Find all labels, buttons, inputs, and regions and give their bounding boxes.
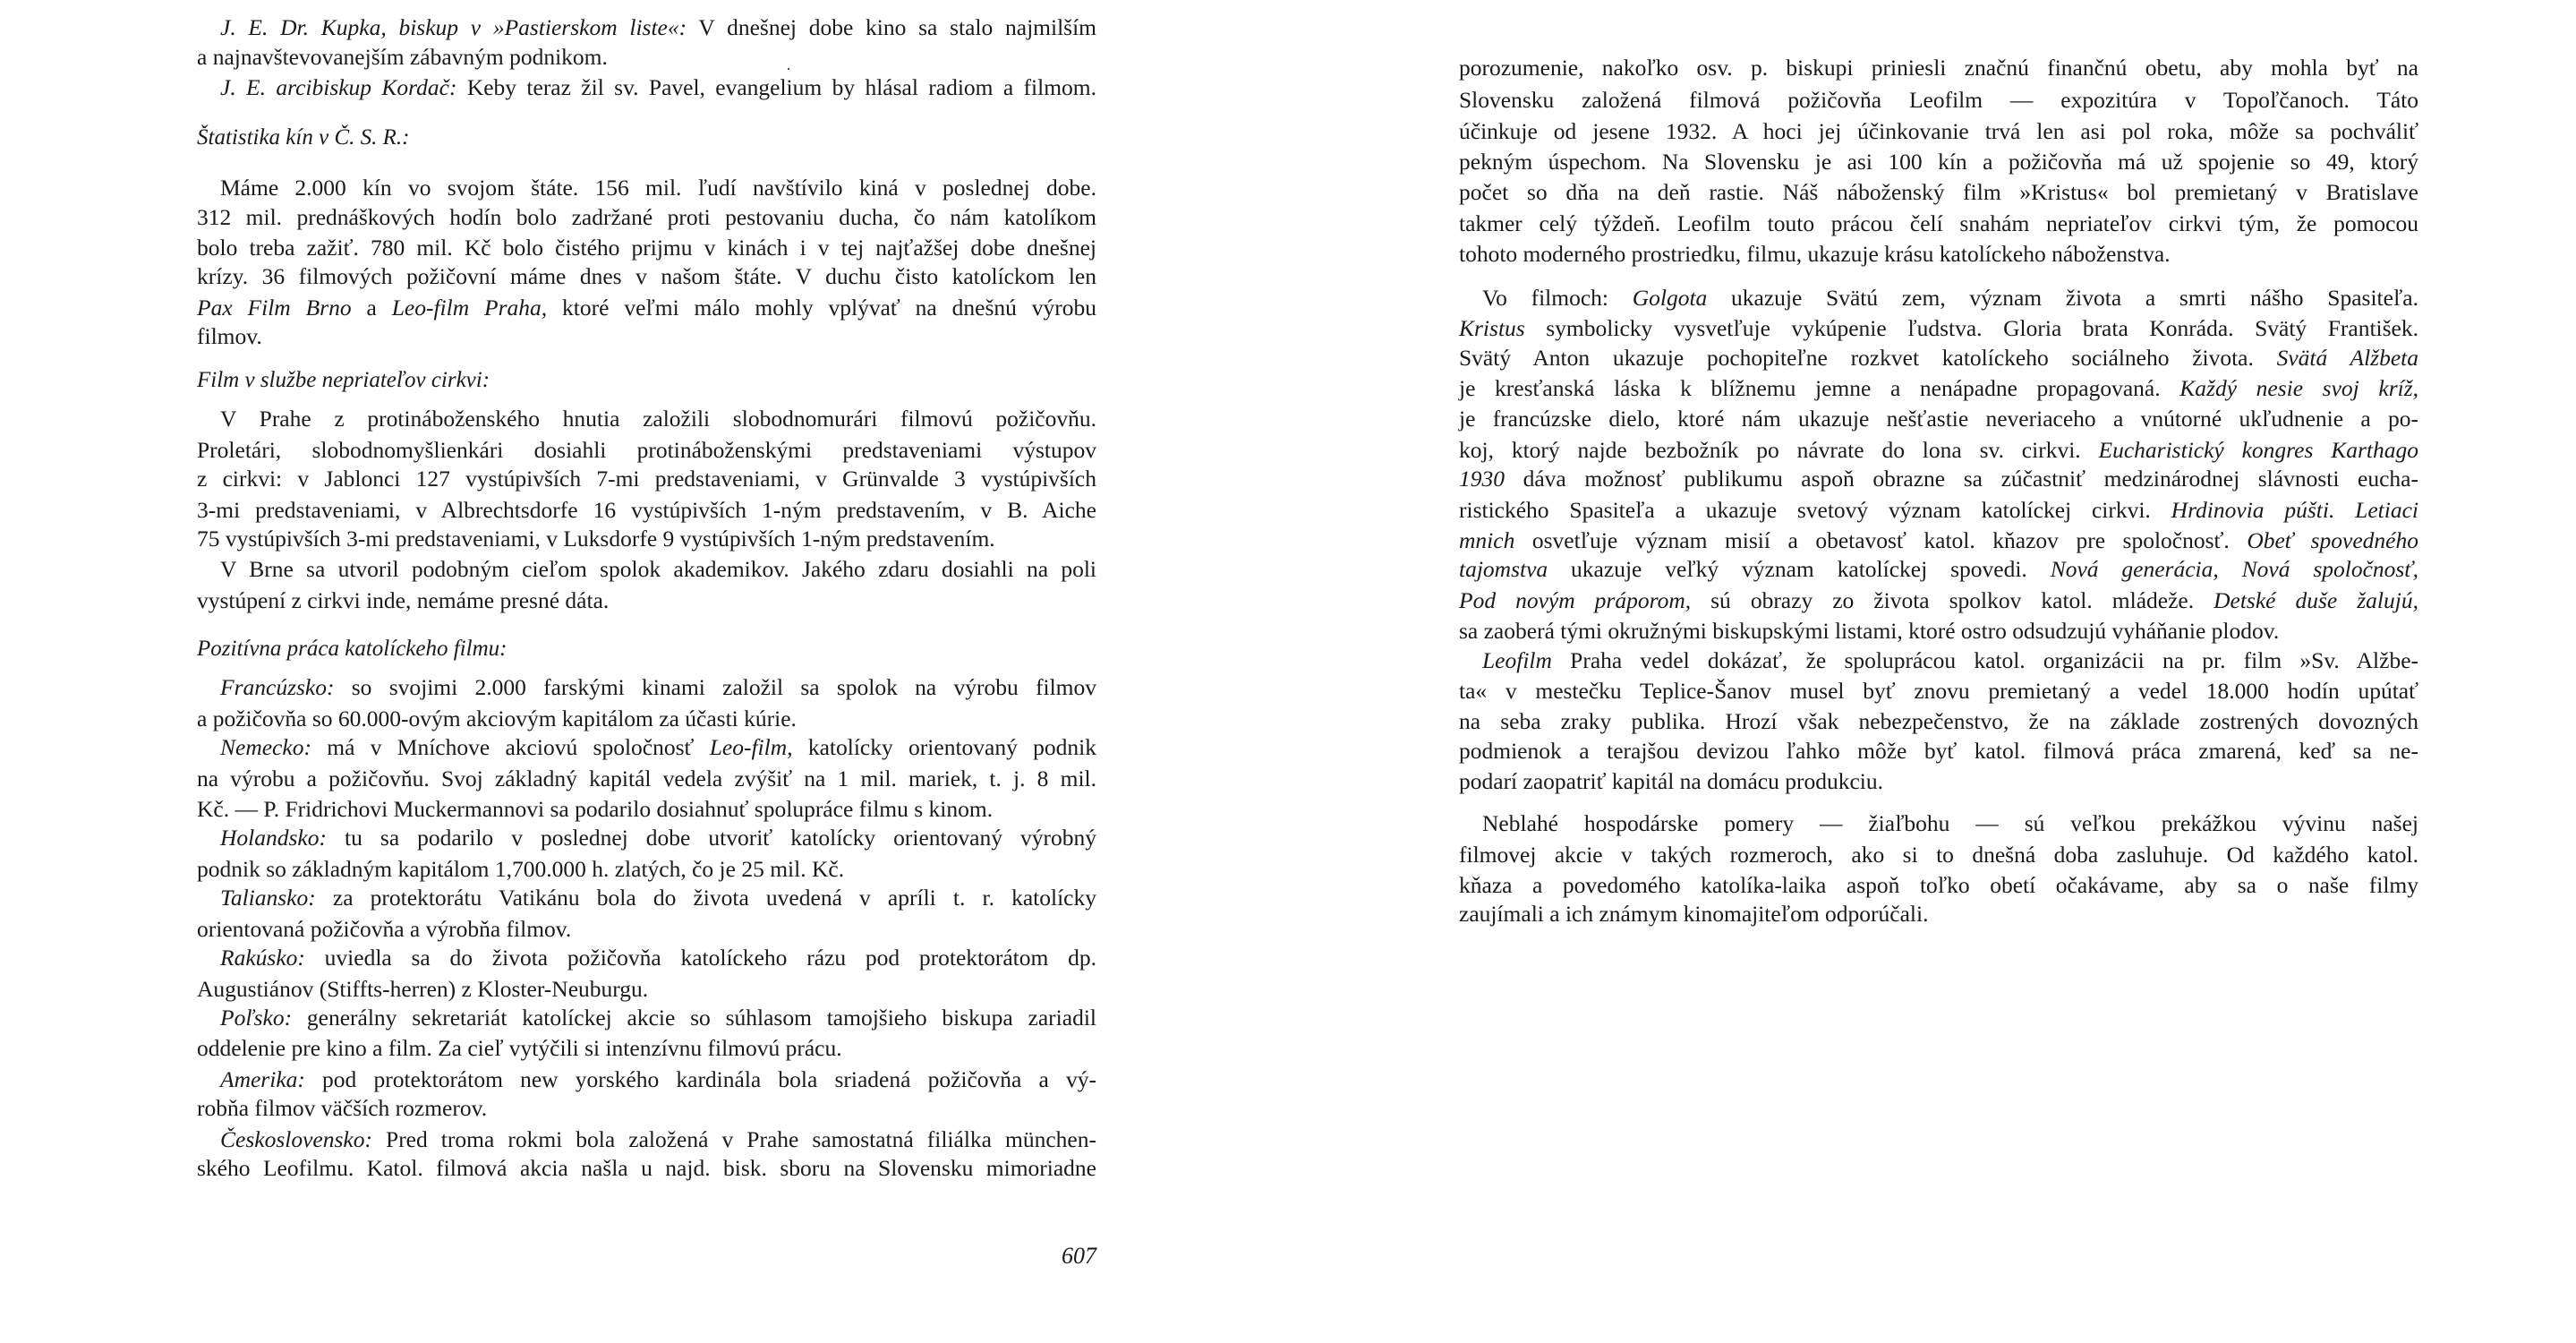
body-text: takmer celý týždeň. Leofilm touto prácou čelí snahám nepriateľov cirkvi tým, že pomocou — [1459, 210, 2418, 236]
text-line — [197, 495, 1096, 526]
text-line — [197, 854, 1096, 885]
italic-text: Amerika: — [220, 1066, 305, 1092]
section-heading — [197, 365, 1096, 396]
body-text: kňaza a povedomého katolíka-laika aspoň toľko obetí očakávame, aby sa o naše filmy — [1459, 872, 2418, 898]
body-text: Máme 2.000 kín vo svojom štáte. 156 mil. ľudí navštívilo kiná v poslednej dobe. — [220, 175, 1096, 201]
body-text: ta« v mestečku Teplice-Šanov musel byť znovu premietaný a vedel 18.000 hodín upútať — [1459, 678, 2418, 704]
body-text: podarí zaopatriť kapitál na domácu produkciu. — [1459, 768, 1883, 794]
text-line — [1459, 147, 2418, 177]
body-text: Neblahé hospodárske pomery — žiaľbohu — sú veľkou prekážkou vývinu našej — [1482, 810, 2418, 836]
text-line — [1459, 870, 2418, 901]
text-line — [197, 173, 1096, 203]
text-line — [197, 1065, 1096, 1095]
text-line — [197, 1153, 1096, 1184]
body-text: je francúzske dielo, ktoré nám ukazuje nešťastie neveriaceho a vnútorné ukľudnenie a po- — [1459, 406, 2418, 432]
body-text: generálny sekretariát katolíckej akcie so súhlasom tamojšieho biskupa zariadil — [292, 1005, 1096, 1031]
italic-text: Hrdinovia púšti. Letiaci — [2171, 497, 2419, 523]
text-line — [197, 586, 1096, 616]
text-line — [1459, 313, 2418, 344]
body-text: Slovensku založená filmová požičovňa Leofilm — expozitúra v Topoľčanoch. Táto — [1459, 87, 2418, 113]
text-line — [1459, 53, 2418, 83]
text-line — [1459, 766, 2418, 797]
body-text: a — [351, 295, 392, 321]
text-line — [197, 202, 1096, 233]
body-text: pekným úspechom. Na Slovensku je asi 100 kín a požičovňa má už spojenie so 49, ktorý — [1459, 149, 2418, 175]
text-line — [197, 794, 1096, 825]
section-heading — [197, 634, 1096, 664]
body-text: pod protektorátom new yorského kardinála bola sriadená požičovňa a vý- — [304, 1066, 1096, 1092]
body-text: zaujímali a ich známym kinomajiteľom odporúčali. — [1459, 901, 1929, 927]
body-text: uviedla sa do života požičovňa katolíckeho rázu pod protektorátom dp. — [304, 945, 1096, 971]
text-line — [1459, 526, 2418, 556]
text-line — [197, 1033, 1096, 1064]
italic-text: Pod novým práporom, — [1459, 587, 1692, 613]
text-line — [1459, 239, 2418, 269]
body-text: ukazuje veľký význam katolíckej spovedi. — [1548, 556, 2051, 582]
text-line — [1459, 554, 2418, 585]
body-text: 3-mi predstaveniami, v Albrechtsdorfe 16 vystúpivších 1-ným predstavením, v B. Aiche — [197, 497, 1096, 523]
text-line — [1459, 85, 2418, 115]
italic-text: Obeť spovedného — [2247, 527, 2418, 553]
italic-text: Holandsko: — [220, 825, 327, 851]
text-line — [197, 73, 1096, 103]
text-line — [1459, 373, 2418, 404]
italic-text: Golgota — [1632, 285, 1708, 311]
text-line — [1459, 177, 2418, 208]
italic-text: Taliansko: — [220, 885, 316, 911]
italic-text: Československo: — [220, 1126, 372, 1152]
text-line — [1459, 706, 2418, 737]
body-text: Vo filmoch: — [1482, 285, 1633, 311]
text-line — [1459, 464, 2418, 494]
body-text: na seba zraky publika. Hrozí však nebezpečenstvo, že na základe zostrených dovozných — [1459, 708, 2418, 734]
text-line — [197, 672, 1096, 703]
text-line — [1459, 495, 2418, 526]
body-text: koj, ktorý najde bezbožník po návrate do lona sv. cirkvi. — [1459, 437, 2099, 463]
italic-text: Nová generácia, Nová spoločnosť, — [2050, 556, 2418, 582]
body-text: krízy. 36 filmových požičovní máme dnes v našom štáte. V duchu čisto katolíckom len — [197, 263, 1096, 289]
text-line — [197, 321, 1096, 352]
text-line — [197, 764, 1096, 794]
body-text: V Brne sa utvoril podobným cieľom spolok akademikov. Jakého zdaru dosiahli na poli — [220, 556, 1096, 582]
text-line — [1459, 899, 2418, 929]
section-heading — [197, 123, 1096, 153]
italic-text: Každý nesie svoj kríž, — [2179, 375, 2418, 401]
text-line — [197, 823, 1096, 853]
body-text: osvetľuje význam misií a obetavosť katol. kňazov pre spoločnosť. — [1514, 527, 2248, 553]
body-text: sú obrazy zo života spolkov katol. mládeže. — [1691, 587, 2214, 613]
text-line — [197, 524, 1096, 554]
text-line — [197, 42, 1096, 73]
italic-text: Kristus — [1459, 315, 1525, 341]
body-text: na výrobu a požičovňu. Svoj základný kapitál vedela zvýšiť na 1 mil. mariek, t. j. 8 mil. — [197, 766, 1096, 791]
body-text: ristického Spasiteľa a ukazuje svetový význam katolíckej cirkvi. — [1459, 497, 2171, 523]
italic-text: Leo-film, — [709, 734, 793, 760]
body-text: porozumenie, nakoľko osv. p. biskupi priniesli značnú finančnú obetu, aby mohla byť na — [1459, 55, 2418, 81]
italic-text: Pozitívna práca katolíckeho filmu: — [197, 637, 508, 661]
text-line — [1459, 736, 2418, 766]
right-page — [1288, 0, 2576, 1343]
body-text: Proletári, slobodnomyšlienkári dosiahli protináboženskými predstaveniami výstupov — [197, 437, 1096, 463]
italic-text: Francúzsko: — [220, 674, 335, 700]
italic-text: Leofilm — [1482, 647, 1552, 673]
text-line — [197, 1003, 1096, 1033]
italic-text: Leo-film Praha, — [391, 295, 548, 321]
italic-text: Detské duše žalujú, — [2213, 587, 2418, 613]
italic-text: Poľsko: — [220, 1005, 293, 1031]
body-text: z cirkvi: v Jablonci 127 vystúpivších 7-mi predstaveniami, v Grünvalde 3 vystúpivších — [197, 466, 1096, 492]
body-text: má v Mníchove akciovú spoločnosť — [311, 734, 710, 760]
text-line — [197, 435, 1096, 466]
italic-text: Film v službe nepriateľov cirkvi: — [197, 368, 490, 392]
italic-text: Pax Film Brno — [197, 295, 352, 321]
text-line — [1459, 283, 2418, 313]
italic-text: Eucharistický kongres Karthago — [2098, 437, 2418, 463]
body-text: podmienok a terajšou devizou ľahko môže byť katol. filmová práca zmarená, keď sa ne- — [1459, 738, 2418, 764]
page-number: 607 — [1062, 1243, 1096, 1269]
text-line — [197, 704, 1096, 734]
body-text: katolícky orientovaný podnik — [792, 734, 1096, 760]
body-text: sa zaoberá tými okružnými biskupskými listami, ktoré ostro odsudzujú vyháňanie plodov. — [1459, 618, 2280, 644]
text-line — [197, 233, 1096, 263]
body-text: Praha vedel dokázať, že spoluprácou katol. organizácii na pr. film »Sv. Alžbe- — [1551, 647, 2418, 673]
italic-text: Svätá Alžbeta — [2276, 345, 2418, 371]
body-text: tohoto moderného prostriedku, filmu, ukazuje krásu katolíckeho náboženstva. — [1459, 241, 2171, 267]
italic-text: J. E. arcibiskup Kordač: — [220, 74, 457, 100]
text-line — [1459, 808, 2418, 839]
body-text: V dnešnej dobe kino sa stalo najmilším — [687, 14, 1096, 40]
text-line — [1459, 116, 2418, 147]
body-text: počet so dňa na deň rastie. Náš náboženský film »Kristus« bol premietaný v Bratislave — [1459, 179, 2418, 205]
body-text: symbolicky vysvetľuje vykúpenie ľudstva. Gloria brata Konráda. Svätý František. — [1524, 315, 2418, 341]
print-speck — [788, 68, 789, 70]
text-line — [1459, 646, 2418, 676]
text-line — [197, 404, 1096, 434]
body-text: 312 mil. prednáškových hodín bolo zadržané proti pestovaniu ducha, čo nám katolíkom — [197, 204, 1096, 230]
body-text: Augustiánov (Stiffts-herren) z Kloster-Neuburgu. — [197, 976, 649, 1002]
body-text: bolo treba zažiť. 780 mil. Kč bolo čistého prijmu v kinách i v tej najťažšej dobe dnešnej — [197, 235, 1096, 261]
body-text: Svätý Anton ukazuje pochopiteľne rozkvet katolíckeho sociálneho života. — [1459, 345, 2277, 371]
body-text: podnik so základným kapitálom 1,700.000 h. zlatých, čo je 25 mil. Kč. — [197, 856, 845, 882]
italic-text: Rakúsko: — [220, 945, 305, 971]
body-text: ukazuje Svätú zem, význam života a smrti nášho Spasiteľa. — [1707, 285, 2418, 311]
body-text: ktoré veľmi málo mohly vplývať na dnešnú výrobu — [547, 295, 1097, 321]
text-line — [197, 261, 1096, 292]
body-text: je kresťanská láska k blížnemu jemne a nenápadne propagovaná. — [1459, 375, 2180, 401]
text-line — [197, 943, 1096, 973]
text-line — [197, 13, 1096, 43]
body-text: V Prahe z protináboženského hnutia založili slobodnomurári filmovú požičovňu. — [220, 406, 1096, 432]
body-text: a požičovňa so 60.000-ovým akciovým kapitálom za účasti kúrie. — [197, 706, 797, 731]
italic-text: J. E. Dr. Kupka, biskup v »Pastierskom liste«: — [220, 14, 687, 40]
body-text: robňa filmov väčších rozmerov. — [197, 1095, 488, 1121]
text-line — [1459, 404, 2418, 434]
body-text: vystúpení z cirkvi inde, nemáme presné dáta. — [197, 587, 610, 613]
text-line — [197, 464, 1096, 494]
body-text: tu sa podarilo v poslednej dobe utvoriť katolícky orientovaný výrobný — [326, 825, 1096, 851]
text-line — [197, 914, 1096, 945]
body-text: filmovej akcie v takých rozmeroch, ako si to dnešná doba zasluhuje. Od každého katol. — [1459, 842, 2418, 868]
body-text: a najnavštevovanejším zábavným podnikom. — [197, 44, 608, 70]
body-text: so svojimi 2.000 farskými kinami založil sa spolok na výrobu filmov — [334, 674, 1096, 700]
italic-text: tajomstva — [1459, 556, 1548, 582]
body-text: účinkuje od jesene 1932. A hoci jej účinkovanie trvá len asi pol roka, môže sa pochváliť — [1459, 118, 2418, 144]
italic-text: mnich — [1459, 527, 1515, 553]
body-text: 75 vystúpivších 3-mi predstaveniami, v Luksdorfe 9 vystúpivších 1-ným predstavením. — [197, 526, 995, 552]
text-line — [1459, 840, 2418, 870]
text-line — [1459, 586, 2418, 616]
text-line — [1459, 435, 2418, 466]
text-line — [197, 1093, 1096, 1124]
body-text: Pred troma rokmi bola založená v Prahe samostatná filiálka münchen- — [371, 1126, 1096, 1152]
text-line — [197, 974, 1096, 1005]
text-line — [1459, 343, 2418, 373]
body-text: ského Leofilmu. Katol. filmová akcia našla u najd. bisk. sboru na Slovensku mimoriadne — [197, 1155, 1096, 1181]
body-text: oddelenie pre kino a film. Za cieľ vytýčili si intenzívnu filmovú prácu. — [197, 1035, 842, 1061]
body-text: za protektorátu Vatikánu bola do života uvedená v apríli t. r. katolícky — [315, 885, 1096, 911]
italic-text: Nemecko: — [220, 734, 311, 760]
text-line — [1459, 209, 2418, 239]
text-line — [197, 883, 1096, 913]
body-text: dáva možnosť publikumu aspoň obrazne sa zúčastniť medzinárodnej slávnosti eucha- — [1505, 466, 2418, 492]
text-line — [1459, 616, 2418, 646]
text-line — [197, 1125, 1096, 1155]
text-line — [197, 554, 1096, 585]
body-text: filmov. — [197, 323, 262, 349]
italic-text: Štatistika kín v Č. S. R.: — [197, 125, 410, 150]
text-line — [197, 293, 1096, 323]
body-text: Kč. — P. Fridrichovi Muckermannovi sa podarilo dosiahnuť spolupráce filmu s kinom. — [197, 796, 994, 822]
text-line — [197, 732, 1096, 763]
body-text: orientovaná požičovňa a výrobňa filmov. — [197, 916, 572, 942]
body-text: Keby teraz žil sv. Pavel, evangelium by hlásal radiom a filmom. — [456, 74, 1096, 100]
italic-text: 1930 — [1459, 466, 1505, 492]
text-line — [1459, 676, 2418, 706]
